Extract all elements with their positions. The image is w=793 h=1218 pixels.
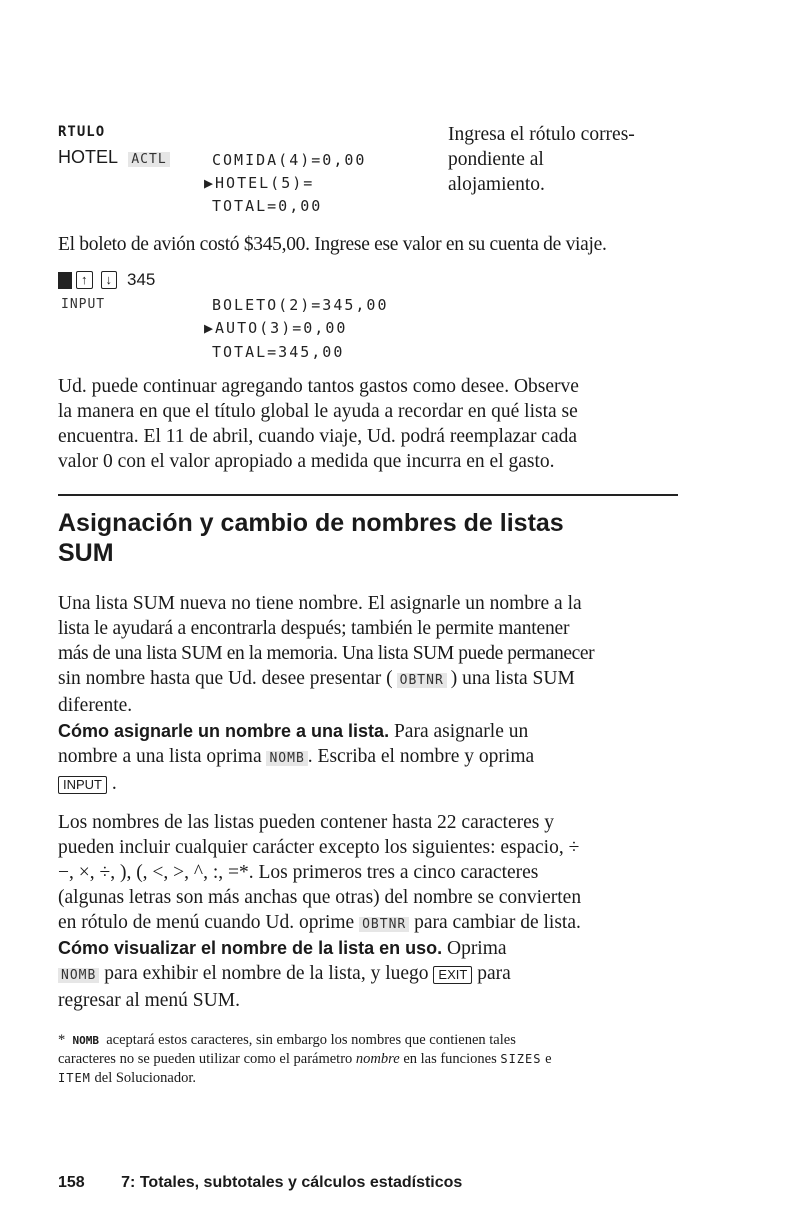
lcd-line: ▶AUTO(3)=0,00 bbox=[204, 319, 348, 337]
page-number: 158 bbox=[58, 1174, 85, 1191]
intro-paragraph: El boleto de avión costó $345,00. Ingrese ese valor en su cuenta de viaje. bbox=[58, 234, 607, 255]
footnote: * NOMB aceptará estos caracteres, sin embargo los nombres que contienen tales caracteres no se pueden utilizar como el parámetro nombre en las funciones SIZES e ITEM del Solucionador. bbox=[58, 1032, 552, 1086]
subheading: Cómo visualizar el nombre de la lista en uso. bbox=[58, 938, 443, 958]
page-footer bbox=[58, 1174, 462, 1192]
section-heading: Asignación y cambio de nombres de listas SUM bbox=[58, 509, 564, 567]
key-sequence bbox=[58, 270, 155, 290]
section-divider bbox=[58, 494, 678, 496]
paragraph-sum-intro: Una lista SUM nueva no tiene nombre. El asignarle un nombre a la lista le ayudará a encontrarla después; también le permite mantener más de una lista SUM en la memoria. Una lista SUM puede permanecer sin nombre hasta que Ud. desee presentar ( OBTNR ) una lista SUM diferente. bbox=[58, 593, 595, 716]
menu-key-obtnr: OBTNR bbox=[397, 673, 447, 688]
lcd-line: ▶HOTEL(5)= bbox=[204, 174, 315, 192]
menu-key-nomb: NOMB bbox=[58, 968, 99, 983]
section-show-name: Cómo visualizar el nombre de la lista en uso. Oprima NOMB para exhibir el nombre de la lista, y luego EXIT para regresar al menú SUM. bbox=[58, 938, 511, 1011]
key-label-rtulo: RTULO bbox=[58, 124, 106, 140]
lcd-line: BOLETO(2)=345,00 bbox=[212, 296, 389, 314]
menu-key-actl: ACTL bbox=[128, 152, 169, 167]
section-assign-name: Cómo asignarle un nombre a una lista. Para asignarle un nombre a una lista oprima NOMB . Escriba el nombre y oprima INPUT . bbox=[58, 721, 535, 794]
subheading: Cómo asignarle un nombre a una lista. bbox=[58, 721, 390, 741]
paragraph-continue: Ud. puede continuar agregando tantos gastos como desee. Observe la manera en que el título global le ayuda a recordar en qué lista se encuentra. El 11 de abril, cuando viaje, Ud. podrá reemplazar cada valor 0 con el valor apropiado a medida que incurra en el gasto. bbox=[58, 376, 579, 472]
menu-key-nomb: NOMB bbox=[266, 751, 307, 766]
down-arrow-key: ↓ bbox=[101, 271, 118, 289]
lcd-line: TOTAL=0,00 bbox=[212, 197, 323, 215]
menu-key-input: INPUT bbox=[61, 297, 106, 312]
chapter-title: 7: Totales, subtotales y cálculos estadísticos bbox=[121, 1174, 463, 1191]
up-arrow-key: ↑ bbox=[76, 271, 93, 289]
shift-key bbox=[58, 272, 72, 289]
example1-description: Ingresa el rótulo corres- pondiente al alojamiento. bbox=[448, 124, 635, 195]
entry-text-hotel: HOTEL ACTL bbox=[58, 147, 170, 168]
paragraph-name-rules: Los nombres de las listas pueden contener hasta 22 caracteres y pueden incluir cualquier carácter excepto los siguientes: espacio, ÷ −, ×, ÷, ), (, <, >, ^, :, =*. Los primeros tres a cinco caracteres (algunas letras son más anchas que otras) del nombre se convierten en rótulo de menú cuando Ud. oprime OBTNR para cambiar de lista. bbox=[58, 812, 582, 933]
lcd-line: COMIDA(4)=0,00 bbox=[212, 151, 367, 169]
menu-key-obtnr: OBTNR bbox=[359, 917, 409, 932]
footnote-nomb: NOMB bbox=[72, 1034, 99, 1047]
exit-key: EXIT bbox=[433, 966, 472, 984]
input-key: INPUT bbox=[58, 776, 107, 794]
entry-value: 345 bbox=[127, 270, 156, 289]
lcd-line: TOTAL=345,00 bbox=[212, 343, 345, 361]
